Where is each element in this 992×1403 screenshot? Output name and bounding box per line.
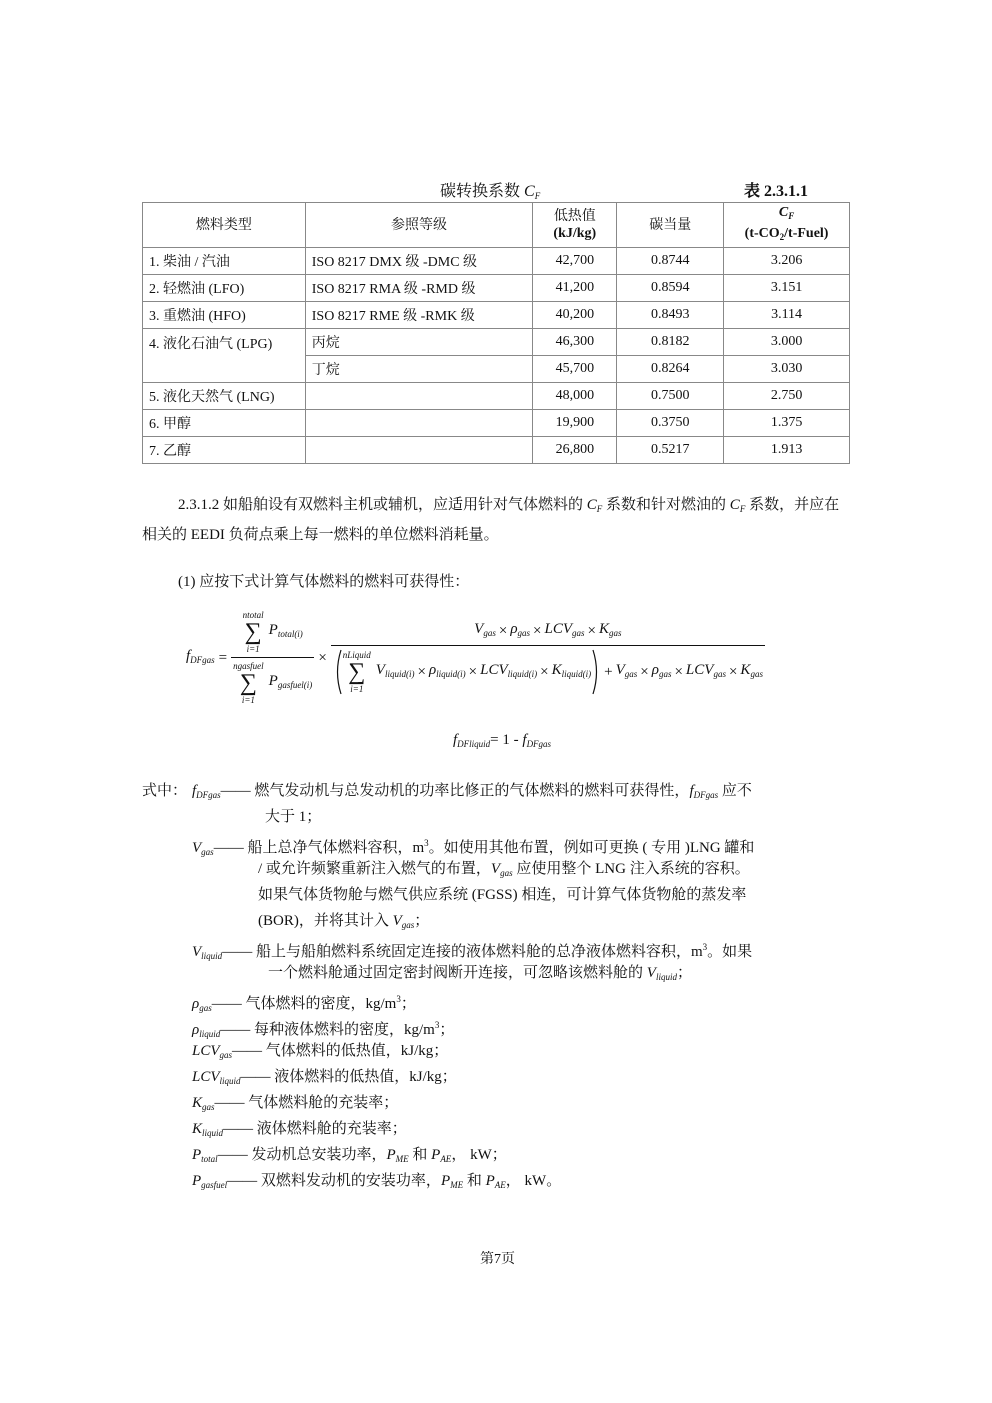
table-cell: 丙烷 — [305, 329, 533, 356]
header-carbon: 碳当量 — [617, 203, 724, 248]
header-fuel-type: 燃料类型 — [143, 203, 306, 248]
table-cell: 3. 重燃油 (HFO) — [143, 302, 306, 329]
definition-vliquid-l2: 一个燃料舱通过固定密封阀断开连接，可忽略该燃料舱的 $V_{liquid}$； — [268, 965, 692, 982]
item-1: (1) 应按下式计算气体燃料的燃料可获得性： — [178, 574, 470, 590]
table-cell: 3.206 — [724, 248, 850, 275]
table-cell: 0.8493 — [617, 302, 724, 329]
left-paren-icon — [333, 649, 343, 695]
definition-rholiquid: $\rho_{liquid}——$ 每种液体燃料的密度，$kg/m^3$； — [192, 1020, 455, 1039]
table-cell: 19,900 — [533, 410, 617, 437]
table-row — [143, 410, 850, 437]
table-header-row — [143, 203, 850, 248]
formula-fdfgas — [186, 610, 765, 705]
definition-pgasfuel: $P_{gasfuel}——$ 双燃料发动机的安装功率，$P_{ME}$ 和 $P_{AE}$， kW。 — [192, 1173, 562, 1190]
table-cell: 2.750 — [724, 383, 850, 410]
table-cell: 0.8182 — [617, 329, 724, 356]
header-reference: 参照等级 — [305, 203, 533, 248]
table-cell: 1. 柴油 / 汽油 — [143, 248, 306, 275]
table-caption: 碳转换系数 $C_F$ — [440, 183, 541, 201]
header-lcv: 低热值 (kJ/kg) — [533, 203, 617, 248]
right-paren-icon — [591, 649, 601, 695]
table-cell: 42,700 — [533, 248, 617, 275]
table-cell — [305, 437, 533, 464]
definition-lcvliquid: $LCV_{liquid}——$ 液体燃料的低热值，kJ/kg； — [192, 1069, 457, 1086]
table-cell — [305, 410, 533, 437]
table-cell: 0.8594 — [617, 275, 724, 302]
definition-vgas: $V_{gas}——$ 船上总净气体燃料容积，$m^3$。如使用其他布置，例如可更换 ( 专用 )LNG 罐和 — [192, 838, 755, 857]
definition-vliquid: $V_{liquid}——$ 船上与船舶燃料系统固定连接的液体燃料舱的总净液体燃料容积，$m^3$。如果 — [192, 942, 753, 961]
table-row — [143, 275, 850, 302]
table-cell: 46,300 — [533, 329, 617, 356]
table-row — [143, 248, 850, 275]
sum-total: ntotal ∑ i=1 — [242, 610, 264, 654]
equals-sign: = — [218, 649, 228, 666]
table-cell: 41,200 — [533, 275, 617, 302]
definition-vgas-l4: (BOR)，并将其计入 $V_{gas}$； — [258, 913, 430, 930]
energy-ratio-fraction: $V_{gas}$ × $\rho_{gas}$ × $LCV_{gas}$ × $K_{gas}$ nLiquid ∑ i=1 $V_{liquid(i)}$ × $\rho_{liquid(i)}$ × $LCV_{liquid(i)}$ × $K_{liquid(i)}$ + $V_{gas}$ × $\rho_{gas}$ × $LCV_{gas}$ × $K_{gas}$ — [331, 620, 765, 695]
definition-fdfgas-cont: 大于 1； — [265, 809, 322, 825]
table-row — [143, 383, 850, 410]
table-row — [143, 437, 850, 464]
table-cell: 3.030 — [724, 356, 850, 383]
table-cell: 3.000 — [724, 329, 850, 356]
table-cell: 0.5217 — [617, 437, 724, 464]
table-number: 表 2.3.1.1 — [744, 183, 809, 200]
page-number: 第7页 — [480, 1252, 515, 1267]
table-cell: 40,200 — [533, 302, 617, 329]
table-cell: 26,800 — [533, 437, 617, 464]
carbon-factor-table — [142, 202, 850, 464]
table-cell: 4. 液化石油气 (LPG) — [143, 329, 306, 383]
table-cell: ISO 8217 RMA 级 -RMD 级 — [305, 275, 533, 302]
table-cell — [305, 383, 533, 410]
definitions-prefix: 式中： — [142, 783, 188, 799]
times-sign: × — [318, 649, 327, 666]
power-ratio-fraction: ntotal ∑ i=1 $P_{total(i)}$ ngasfuel ∑ i=1 $P_{gasfuel(i)}$ — [233, 610, 313, 705]
table-cell: 3.151 — [724, 275, 850, 302]
table-row — [143, 302, 850, 329]
formula-fdfliquid: $f_{DFliquid}= 1 - f_{DFgas}$ — [453, 732, 552, 749]
table-cell: ISO 8217 RME 级 -RMK 级 — [305, 302, 533, 329]
table-cell: 0.8264 — [617, 356, 724, 383]
definition-ptotal: $P_{total}——$ 发动机总安装功率，$P_{ME}$ 和 $P_{AE}$， kW； — [192, 1147, 507, 1164]
paragraph-2-3-1-2: 2.3.1.2 如船舶设有双燃料主机或辅机，应适用针对气体燃料的 $C_F$ 系数和针对燃油的 $C_F$ 系数，并应在相关的 EEDI 负荷点乘上每一燃料的单位燃料消耗量。 — [142, 497, 840, 543]
table-cell: 1.913 — [724, 437, 850, 464]
table-cell: 0.7500 — [617, 383, 724, 410]
sum-liquid: nLiquid ∑ i=1 — [342, 650, 371, 694]
table-cell: 48,000 — [533, 383, 617, 410]
table-cell: 丁烷 — [305, 356, 533, 383]
table-cell: 0.3750 — [617, 410, 724, 437]
table-cell: 45,700 — [533, 356, 617, 383]
definition-vgas-l2: / 或允许频繁重新注入燃气的布置，$V_{gas}$ 应使用整个 LNG 注入系统的容积。 — [258, 861, 750, 878]
table-cell: 6. 甲醇 — [143, 410, 306, 437]
header-cf: $C_F$ $(t-CO_2/t-Fuel)$ — [724, 203, 850, 248]
definition-vgas-l3: 如果气体货物舱与燃气供应系统 (FGSS) 相连，可计算气体货物舱的蒸发率 — [258, 887, 747, 903]
formula-lhs: $f_{DFgas}$ — [186, 647, 215, 665]
definition-kgas: $K_{gas}——$ 气体燃料舱的充装率； — [192, 1095, 399, 1112]
table-cell: ISO 8217 DMX 级 -DMC 级 — [305, 248, 533, 275]
sum-gasfuel: ngasfuel ∑ i=1 — [233, 661, 264, 705]
table-cell: 5. 液化天然气 (LNG) — [143, 383, 306, 410]
definition-fdfgas: $f_{DFgas}——$ 燃气发动机与总发动机的功率比修正的气体燃料的燃料可获得性，$f_{DFgas}$ 应不 — [192, 783, 752, 800]
table-cell: 2. 轻燃油 (LFO) — [143, 275, 306, 302]
definition-rhogas: $\rho_{gas}——$ 气体燃料的密度，$kg/m^3$； — [192, 994, 416, 1013]
definition-lcvgas: $LCV_{gas}——$ 气体燃料的低热值，kJ/kg； — [192, 1043, 449, 1060]
table-cell: 7. 乙醇 — [143, 437, 306, 464]
definition-kliquid: $K_{liquid}——$ 液体燃料舱的充装率； — [192, 1121, 407, 1138]
table-cell: 0.8744 — [617, 248, 724, 275]
table-row — [143, 329, 850, 356]
table-cell: 3.114 — [724, 302, 850, 329]
table-cell: 1.375 — [724, 410, 850, 437]
